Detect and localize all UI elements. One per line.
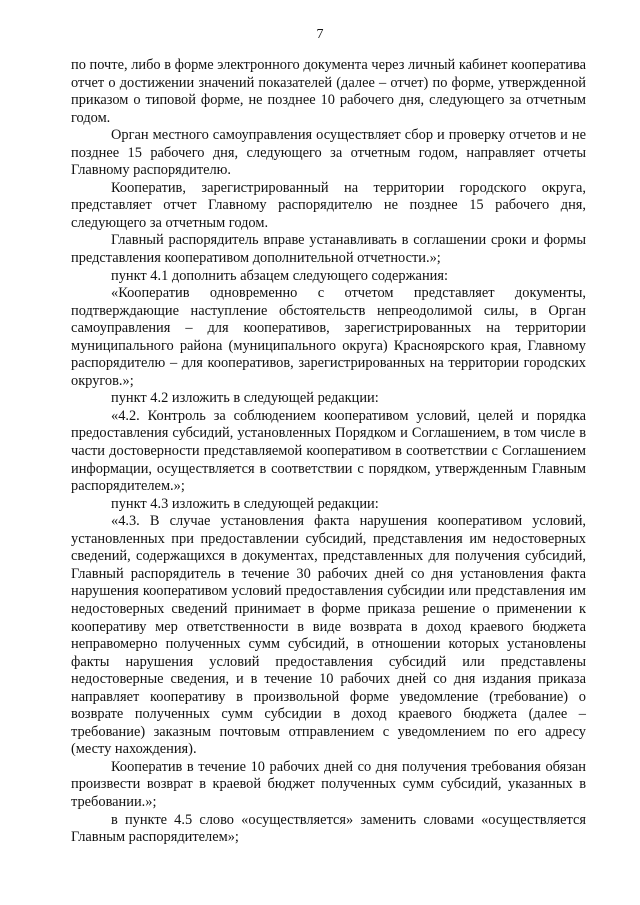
paragraph: Орган местного самоуправления осуществляет сбор и проверку отчетов и не позднее 15 рабочего дня, следующего за отчетным годом, направляет отчеты Главному распорядителю. [71,127,586,179]
paragraph: «4.2. Контроль за соблюдением кооперативом условий, целей и порядка предоставления субсидий, установленных Порядком и Соглашением, в том числе в части достоверности представляемой кооперативом в соответствии с Соглашением информации, осуществляется в соответствии с порядком, утвержденным Главным распорядителем.»; [71,407,586,495]
paragraph: Кооператив в течение 10 рабочих дней со дня получения требования обязан произвести возврат в краевой бюджет полученных сумм субсидий, указанных в требовании.»; [71,758,586,810]
paragraph: пункт 4.2 изложить в следующей редакции: [111,390,379,407]
paragraph: Главный распорядитель вправе устанавливать в соглашении сроки и формы представления кооперативом дополнительной отчетности.»; [71,232,586,267]
paragraph: в пункте 4.5 слово «осуществляется» заменить словами «осуществляется Главным распорядителем»; [71,811,586,846]
page-number: 7 [316,27,324,42]
paragraph: «4.3. В случае установления факта нарушения кооперативом условий, установленных при предоставлении субсидий, представления им недостоверных сведений, содержащихся в документах, представленных для получения субсидий, Главный распорядитель в течение 30 рабочих дней со дня установления факта нарушения кооперативом условий предоставления субсидии или представления им недостоверных сведений принимает в форме приказа решение о применении к кооперативу мер ответственности в виде возврата в доход краевого бюджета неправомерно полученных сумм субсидий, в отношении которых установлены факты нарушения условий предоставления субсидий или представлены недостоверные сведения, и в течение 10 рабочих дней со дня издания приказа направляет кооперативу в произвольной форме уведомление (требование) о возврате полученных сумм субсидии в доход краевого бюджета (далее – требование) заказным почтовым отправлением с уведомлением по его адресу (месту нахождения). [71,513,586,758]
paragraph: «Кооператив одновременно с отчетом представляет документы, подтверждающие наступление обстоятельств непреодолимой силы, в Орган самоуправления – для кооперативов, зарегистрированных на территории муниципального района (муниципального округа) Красноярского края, Главному распорядителю – для кооперативов, зарегистрированных на территории городских округов.»; [71,285,586,389]
paragraph-continuation: по почте, либо в форме электронного документа через личный кабинет кооператива отчет о достижении значений показателей (далее – отчет) по форме, утвержденной приказом о типовой форме, не позднее 10 рабочего дня, следующего за отчетным годом. [71,57,586,126]
paragraph: пункт 4.1 дополнить абзацем следующего содержания: [111,267,448,284]
document-body [71,57,586,847]
paragraph: Кооператив, зарегистрированный на территории городского округа, представляет отчет Главному распорядителю не позднее 15 рабочего дня, следующего за отчетным годом. [71,179,586,231]
paragraph: пункт 4.3 изложить в следующей редакции: [111,495,379,512]
